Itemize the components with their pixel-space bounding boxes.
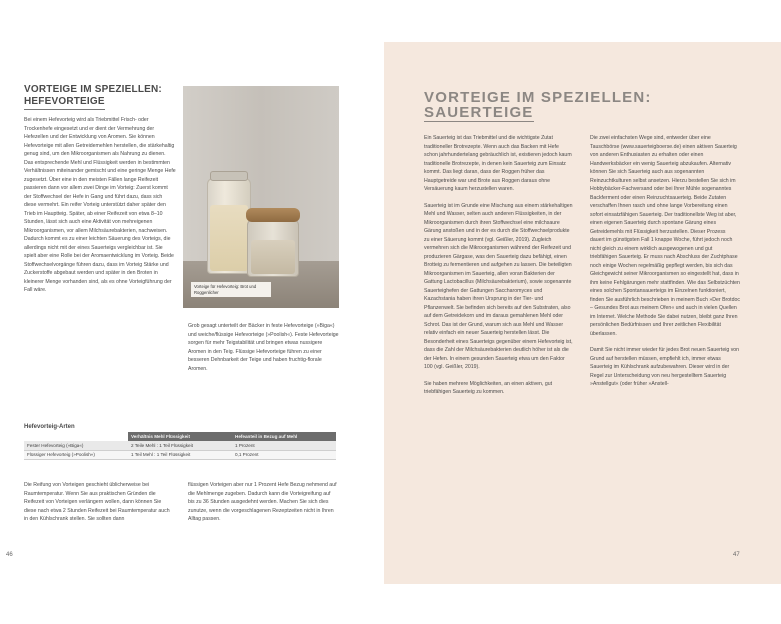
right-page bbox=[384, 42, 781, 584]
tall-jar-lid bbox=[210, 171, 248, 181]
table-cell: Flüssiger Hefevorteig (»Poolish«) bbox=[24, 450, 128, 459]
right-heading-line1: VORTEIGE IM SPEZIELLEN: bbox=[424, 89, 652, 106]
left-bottom-paragraph-1: Die Reifung von Vorteigen geschieht üblicherweise bei Raumtemperatur. Wenn Sie aus praktischen Gründen die Reifezeit von Vorteigen verlängern wollen, dann können Sie diese nach etwa 2 Stunden Reifezeit bei Raumtemperatur auch in den Kühlschrank stellen. Sie sollten dann bbox=[24, 482, 170, 522]
table-row bbox=[24, 450, 336, 459]
left-bottom-column-2 bbox=[188, 481, 338, 563]
hefevorteig-table bbox=[24, 432, 336, 460]
left-bottom-column-1 bbox=[24, 481, 174, 563]
right-col2-paragraph-2: Damit Sie nicht immer wieder für jedes Brot neuen Sauerteig von Grund auf herstellen müssen, empfiehlt ich, immer etwas Sauerteig im Kühlschrank aufzubewahren. Dieser wird in der Regel zur Unterscheidung von neu hergestelltem Sauerteig »Anstellgut« (oder früher »Anstell- bbox=[590, 347, 740, 387]
table-row bbox=[24, 441, 336, 450]
page-number-left: 46 bbox=[6, 552, 13, 558]
left-heading-line1: VORTEIGE IM SPEZIELLEN: bbox=[24, 84, 162, 95]
right-col1-paragraph-1: Ein Sauerteig ist das Triebmittel und die wichtigste Zutat traditioneller Brotrezepte. Wenn auch das Backen mit Hefe schon jahrhundertelang gebräuchlich ist, existieren jedoch kaum traditionelle Brotrezepte, in denen kein Sauerteig zum Einsatz kommt. Das liegt daran, dass der Roggen früher das Hauptgetreide war und Brote aus Roggen daraus ohne Versäuerung kaum herzustellen waren. bbox=[424, 135, 572, 192]
right-col2-paragraph-1: Die zwei einfachsten Wege sind, entweder über eine Tauschbörse (www.sauerteigboerse.de) einen aktiven Sauerteig von anderen Enthusiasten zu erhalten oder einen Handwerksbäcker ein wenig Sauerteig abzukaufen. Alternativ können Sie sich Sauerteig auch aus sogenannten Reinzuchtkulturen selbst ansetzen. Hierzu bestellen Sie sich im Hobbybäcker-Fachversand oder bei Ihrer Mühle sogenanntes Backferment oder einen Reinzuchtsauerteig. Beide Zutaten verschaffen Ihnen rasch und ohne lange Vorbereitung einen sofort einsatzfähigen Sauerteig. Der traditionellste Weg ist aber, einen eigenen Sauerteig durch spontane Gärung eines Getreidemehls mit Flüssigkeit herzustellen. Dieser Prozess dauert im günstigsten Fall 1 knappe Woche, führt jedoch noch nicht gleich zu einem wirklich ausgewogenen und gut triebfähigen Sauerteig. Er muss nach Abschluss der Zuchtphase noch einige Wochen regelmäßig gepflegt werden, bis sich das Gleichgewicht seiner Mikroorganismen so eingestellt hat, dass in ihm keine Fehlgärungen mehr stattfinden. Wie das Selbstzüchten eines solchen Spontansauerteigs im Einzelnen funktioniert, finden Sie ausführlich beschrieben in meinem Buch »Der Brotdoc – Gesundes Brot aus meinem Ofen« und auch in vielen Quellen im Internet. Welche Methode Sie dabei nutzen, bleibt ganz Ihren persönlichen Bedürfnissen und Ihrer zeitlichen Flexibilität überlassen. bbox=[590, 135, 740, 337]
left-bottom-paragraph-2: flüssigen Vorteigen aber nur 1 Prozent Hefe Bezug nehmend auf die Mehlmenge zugeben. Dadurch kann die Vorteigreifung auf bis zu 36 Stunden ausgedehnt werden. Machen Sie sich dies zunutze, wenn die vorgeschlagenen Rezeptzeiten nicht in Ihren Alltag passen. bbox=[188, 482, 337, 522]
table-header-ratio: Verhältnis Mehl Flüssigkeit bbox=[128, 432, 232, 441]
left-column-1 bbox=[24, 116, 176, 404]
short-jar-contents bbox=[251, 240, 295, 274]
photo-caption: Vorteige für Hefevorteig: Brot und Roggenlicher bbox=[191, 282, 271, 297]
right-heading-line2: SAUERTEIGE bbox=[424, 104, 534, 121]
tall-jar bbox=[207, 178, 251, 274]
right-col1-paragraph-3: Sie haben mehrere Möglichkeiten, an einen aktiven, gut triebfähigen Sauerteig zu kommen. bbox=[424, 380, 553, 395]
table-title: Hefevorteig-Arten bbox=[24, 424, 75, 430]
right-heading bbox=[424, 90, 652, 122]
page-number-right: 47 bbox=[733, 552, 740, 558]
left-heading-line2: HEFEVORTEIGE bbox=[24, 96, 105, 110]
left-heading bbox=[24, 84, 174, 110]
table-cell: 2 Teile Mehl : 1 Teil Flüssigkeit bbox=[128, 441, 232, 450]
left-col1-paragraph: Bei einem Hefevorteig wird als Triebmittel Frisch- oder Trockenhefe eingesetzt und er dient der Vermehrung der Hefezellen und der Entwicklung von Aromen. Sie können Hefevorteige mit allen Getreidemehlen herstellen, die stärkehaltig genug sind, um den Mikroorganismen als Nahrung zu dienen. Das entsprechende Mehl und Flüssigkeit werden in bestimmten Verhältnissen miteinander gemischt und eine geringe Menge Hefe zugesetzt. Über eine in den meisten Fällen lange Reifezeit passieren dann vor allem zwei Dinge im Vorteig: Zuerst kommt der Stoffwechsel der Hefe in Gang und führt dazu, dass sich diese vermehrt. Ein reifer Vorteig unterstützt daher später den Trieb im Hauptteig. Später, ab einer Reifezeit von etwa 8–10 Stunden, lässt sich auch eine Aktivität von mehreigenen Mikroorganismen, vor allem Milchsäurebakterien, nachweisen. Dadurch kommt es zu einer leichten Säuerung des Vorteigs, die allerdings nicht mit der eines Sauerteigs vergleichbar ist. Sie spielt aber eine Rolle bei der Aromaentwicklung im Vorteig. Beide Stoffwechselvorgänge führen dazu, dass im Vorteig Stärke und Zuckerstoffe abgebaut werden und später in den Broten in kleinerer Menge vorhanden sind, als es ohne Vorteigführung der Fall wäre. bbox=[24, 117, 176, 293]
short-jar-lid bbox=[246, 208, 300, 222]
table-header-row bbox=[24, 432, 336, 441]
right-column-2 bbox=[590, 134, 740, 594]
tall-jar-contents bbox=[210, 205, 248, 271]
table-header-yeast: Hefeanteil in Bezug auf Mehl bbox=[232, 432, 336, 441]
table-cell: 0,1 Prozent bbox=[232, 450, 336, 459]
jar-photo bbox=[183, 86, 339, 308]
right-col1-paragraph-2: Sauerteig ist im Grunde eine Mischung aus einem stärkehaltigen Mehl und Wasser, selten auch anderen Flüssigkeiten, in der Mikroorganismen durch ihren Stoffwechsel eine milchsaure Gärung anstoßen und in der es durch die Stoffwechselprodukte zu einer Säuerung kommt (vgl. Geißler, 2019). Zugleich vermehren sich die Mikroorganismen während der Reifezeit und produzieren Gärgase, was den Sauerteig dazu befähigt, einen Brotteig zu fermentieren und aufgehen zu lassen. Die beteiligten Mikroorganismen im Sauerteig, allen voran Bakterien der Gattung Lactobacillus (Milchsäurebakterium), sowie sogenannte Sauerteighefen der Gattungen Saccharomyces und Kazachstania haben ihren Ursprung in der Tier- und Pflanzenwelt. Sie befinden sich bereits auf den Substraten, also auf dem Getreidekorn und im daraus gemahlenen Mehl oder Schrot. Das ist der Grund, warum sich aus Mehl und Wasser relativ einfach ein neuer Sauerteig herstellen lässt. Die Besonderheit eines Sauerteigs gegenüber einem Hefevorteig ist, dass die Zahl der Milchsäurebakterien deutlich höher ist als die der Hefen. In einem gesunden Sauerteig etwa um den Faktor 100 (vgl. Geißler, 2019). bbox=[424, 202, 573, 370]
left-col2-paragraph: Grob gesagt unterteilt der Bäcker in feste Hefevorteige (»Biga«) und weiche/flüssige Hefevorteige (»Poolish«). Feste Hefevorteige sorgen für mehr Teigstabilität und bringen etwas nussigere Aromen in den Teig. Flüssige Hefevorteige führen zu einer besseren Dehnbarkeit der Teige und haben fruchtig-florale Aromen. bbox=[188, 323, 339, 372]
table-cell: 1 Teil Mehl : 1 Teil Flüssigkeit bbox=[128, 450, 232, 459]
short-jar bbox=[247, 219, 299, 277]
table-header-empty bbox=[24, 432, 128, 441]
table-cell: 1 Prozent bbox=[232, 441, 336, 450]
left-column-2 bbox=[188, 322, 340, 400]
table-cell: Fester Hefevorteig (»Biga«) bbox=[24, 441, 128, 450]
right-column-1 bbox=[424, 134, 574, 588]
left-page bbox=[0, 0, 384, 624]
